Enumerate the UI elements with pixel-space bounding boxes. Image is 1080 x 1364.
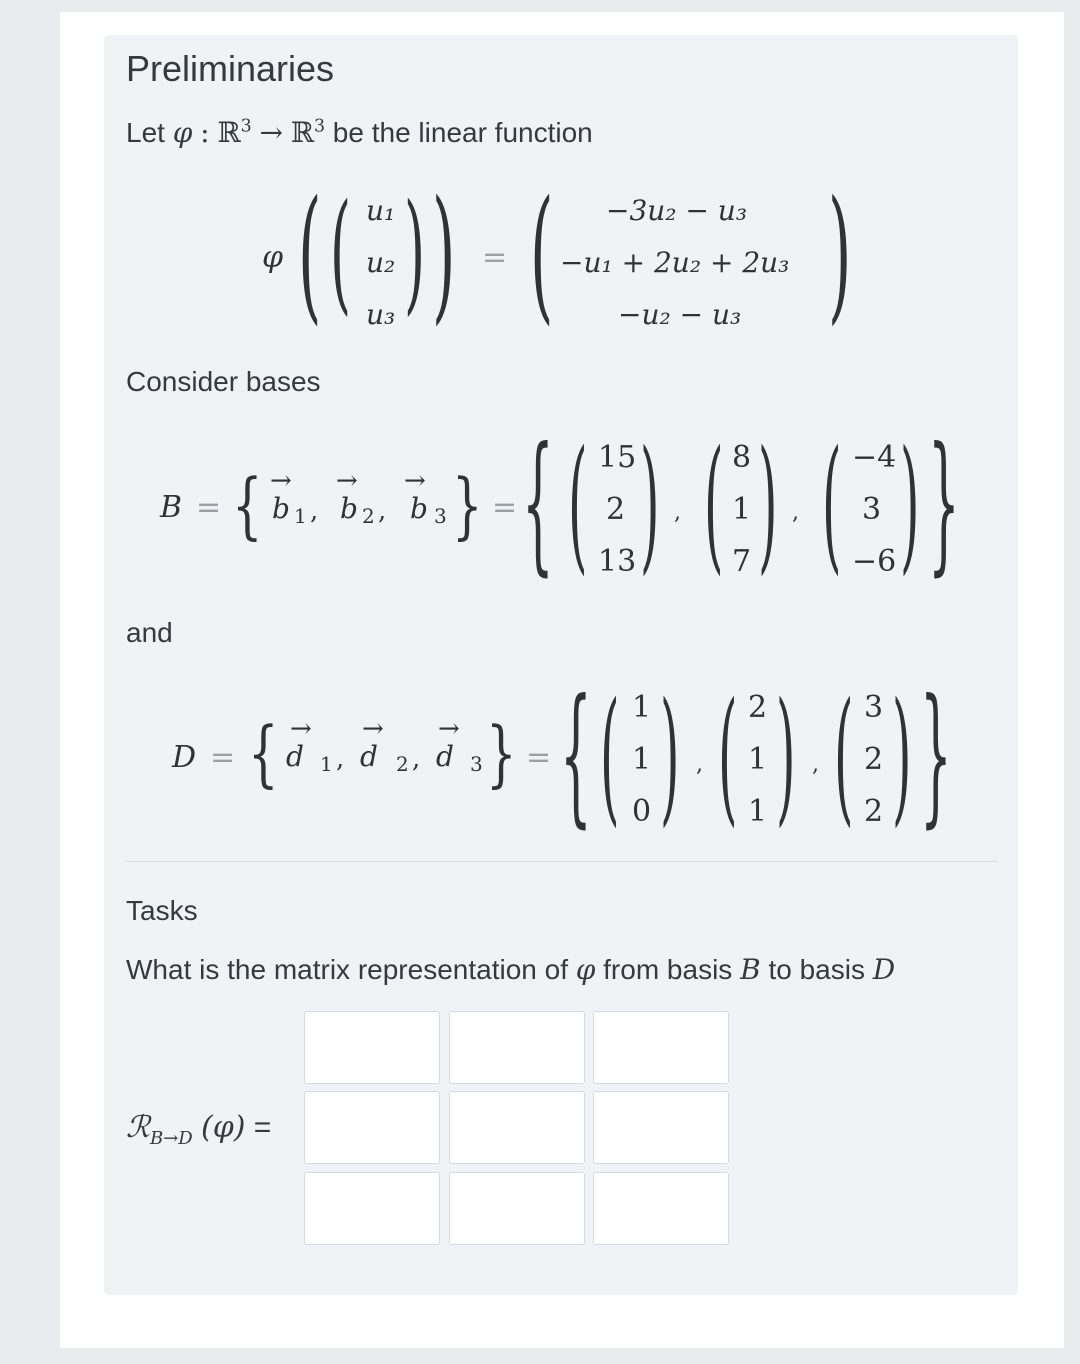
answer-cell-r1c3[interactable] [593,1011,729,1084]
colon-symbol: : [200,116,210,149]
comma: , [792,500,799,525]
basis-d-element-3: d [436,740,454,773]
b2-entry-1: 8 [732,440,752,475]
basis-b-element-1: b [272,492,290,525]
d1-entry-2: 1 [632,742,652,777]
answer-input-r2c3[interactable] [594,1092,732,1165]
output-right-paren: ) [828,168,852,339]
comma: , [812,752,819,777]
vector-right-paren: ) [758,418,778,589]
answer-cell-r2c3[interactable] [593,1091,729,1164]
answer-label [126,1110,271,1149]
set-right-brace: } [486,712,517,796]
outer-left-brace: { [522,414,554,590]
codomain-set: ℝ [290,116,314,149]
outer-right-brace: } [920,666,952,842]
and-label: and [126,617,173,648]
answer-input-r1c3[interactable] [594,1012,732,1085]
basis-b-element-3: b [410,492,428,525]
question-prefix: What is the matrix representation of [126,954,568,985]
d3-entry-2: 2 [864,742,884,777]
answer-input-r3c3[interactable] [594,1173,732,1246]
outer-left-brace: { [560,666,592,842]
inner-right-paren: ) [404,176,426,329]
vector-right-paren: ) [640,418,660,589]
basis-d-index-1: 1 [320,752,333,776]
outer-right-brace: } [928,414,960,590]
outer-left-paren: ( [298,168,322,339]
input-u3: u₃ [366,298,396,331]
d1-entry-3: 0 [632,794,652,829]
b2-entry-2: 1 [732,492,752,527]
input-u2: u₂ [366,246,396,279]
set-left-brace: { [232,464,263,548]
codomain-exponent: 3 [313,116,326,137]
vector-arrow: → [362,714,384,744]
answer-input-r2c2[interactable] [450,1092,588,1165]
basis-b-element-2: b [340,492,358,525]
task-question [126,953,895,986]
outer-right-paren: ) [432,168,456,339]
maps-to-arrow: → [259,116,283,149]
answer-input-r3c1[interactable] [305,1173,443,1246]
basis-d-index-3: 3 [470,752,483,776]
set-right-brace: } [452,464,483,548]
basis-d-equals-2: = [526,740,552,775]
question-to: to basis [768,954,865,985]
vector-left-paren: ( [704,418,724,589]
section-heading: Preliminaries [126,48,335,89]
vector-arrow: → [438,714,460,744]
d3-entry-3: 2 [864,794,884,829]
domain-set: ℝ [217,116,241,149]
d1-entry-1: 1 [632,690,652,725]
d2-entry-2: 1 [748,742,768,777]
basis-b-index-2: 2 [362,504,375,528]
answer-input-r1c2[interactable] [450,1012,588,1085]
basis-d-ref: D [872,953,896,986]
answer-cell-r2c2[interactable] [449,1091,585,1164]
vector-arrow: → [336,466,358,496]
answer-cell-r3c1[interactable] [304,1172,440,1245]
comma: , [696,752,703,777]
basis-d-name: D [172,740,197,775]
answer-input-r1c1[interactable] [305,1012,443,1085]
domain-exponent: 3 [240,116,252,137]
b1-entry-1: 15 [598,440,637,475]
comma: , [310,496,319,526]
answer-input-r3c2[interactable] [450,1173,588,1246]
b1-entry-3: 13 [598,544,637,579]
phi-symbol: φ [575,953,596,986]
answer-argument: (φ) [201,1110,246,1145]
vector-left-paren: ( [834,670,854,841]
output-row-2: −u₁ + 2u₂ + 2u₃ [560,246,790,279]
vector-arrow: → [290,714,312,744]
answer-subscript: B→D [149,1128,193,1149]
tasks-heading: Tasks [126,895,198,926]
vector-right-paren: ) [660,670,680,841]
vector-arrow: → [404,466,426,496]
b3-entry-3: −6 [852,544,897,579]
basis-b-index-1: 1 [294,504,307,528]
inner-left-paren: ( [330,176,352,329]
b2-entry-3: 7 [732,544,752,579]
comma: , [674,500,681,525]
b3-entry-2: 3 [862,492,882,527]
basis-b-equals: = [196,490,222,525]
answer-cell-r3c2[interactable] [449,1172,585,1245]
d2-entry-1: 2 [748,690,768,725]
answer-cell-r2c1[interactable] [304,1091,440,1164]
equals-sign: = [482,240,508,275]
let-label: Let [126,117,165,148]
be-linear-label: be the linear function [332,117,593,148]
phi-symbol: φ [172,116,193,149]
answer-input-r2c1[interactable] [305,1092,443,1165]
script-r-symbol: ℛ [126,1110,150,1145]
answer-equals: = [253,1111,272,1144]
vector-right-paren: ) [776,670,796,841]
phi-symbol: φ [262,240,284,275]
basis-d-element-1: d [286,740,304,773]
comma: , [336,744,345,774]
answer-cell-r1c1[interactable] [304,1011,440,1084]
vector-left-paren: ( [568,418,588,589]
answer-cell-r3c3[interactable] [593,1172,729,1245]
vector-left-paren: ( [718,670,738,841]
basis-d-equals: = [210,740,236,775]
answer-cell-r1c2[interactable] [449,1011,585,1084]
vector-right-paren: ) [900,418,920,589]
question-from: from basis [603,954,733,985]
basis-d-element-2: d [360,740,378,773]
b3-entry-1: −4 [852,440,897,475]
basis-b-name: B [160,490,183,525]
d3-entry-1: 3 [864,690,884,725]
basis-b-ref: B [740,953,761,986]
d2-entry-3: 1 [748,794,768,829]
section-divider [126,861,998,862]
vector-right-paren: ) [892,670,912,841]
set-left-brace: { [248,712,279,796]
vector-arrow: → [270,466,292,496]
basis-b-equals-2: = [492,490,518,525]
basis-d-index-2: 2 [396,752,409,776]
input-u1: u₁ [366,194,396,227]
comma: , [412,744,421,774]
bases-intro: Consider bases [126,366,321,397]
output-row-3: −u₂ − u₃ [618,298,742,331]
output-left-paren: ( [530,168,554,339]
vector-left-paren: ( [822,418,842,589]
vector-left-paren: ( [600,670,620,841]
comma: , [378,496,387,526]
basis-b-index-3: 3 [434,504,447,528]
b1-entry-2: 2 [606,492,626,527]
output-row-1: −3u₂ − u₃ [606,194,748,227]
